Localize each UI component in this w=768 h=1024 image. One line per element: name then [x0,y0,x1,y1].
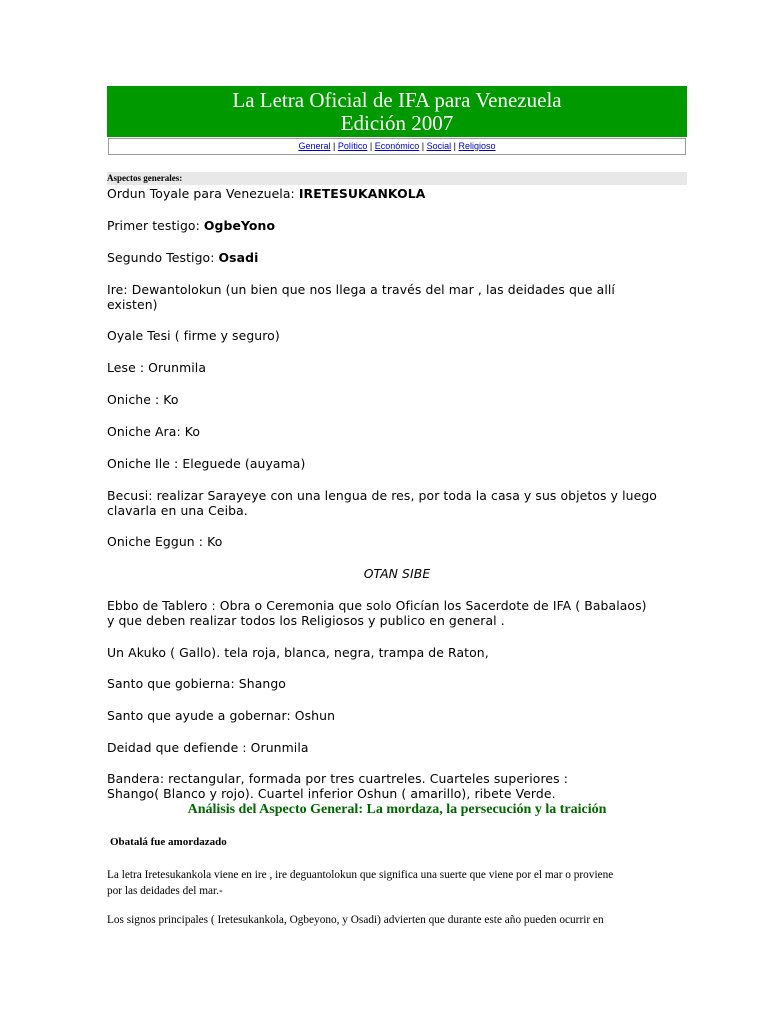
paragraph-oniche: Oniche : Ko [107,392,179,407]
paragraph-primer-testigo: Primer testigo: OgbeYono [107,218,276,233]
section-header: Aspectos generales: [107,172,687,185]
nav-separator: | [421,141,425,151]
paragraph-akuko: Un Akuko ( Gallo). tela roja, blanca, negra, trampa de Raton, [107,645,489,660]
paragraph-ordun: Ordun Toyale para Venezuela: IRETESUKANKOLA [107,186,426,201]
otan-sibe-heading: OTAN SIBE [363,566,431,581]
paragraph-ebbo: Ebbo de Tablero : Obra o Ceremonia que solo Oficían los Sacerdote de IFA ( Babalaos) y que deben realizar todos los Religiosos y publico en general . [107,598,647,628]
page-title: La Letra Oficial de IFA para Venezuela [232,88,562,112]
analysis-paragraph-1: La letra Iretesukankola viene en ire , ire deguantolokun que significa una suerte que viene por el mar o proviene por las deidades del mar.- [107,869,614,897]
paragraph-santo-gobierna: Santo que gobierna: Shango [107,676,286,691]
nav-link-social[interactable]: Social [426,141,452,151]
nav-link-politico[interactable]: Político [337,141,368,151]
title-banner [107,86,687,137]
paragraph-becusi: Becusi: realizar Sarayeye con una lengua de res, por toda la casa y sus objetos y luego clavarla en una Ceiba. [107,488,657,518]
paragraph-bandera: Bandera: rectangular, formada por tres cuartreles. Cuarteles superiores : Shango( Blanco y rojo). Cuartel inferior Oshun ( amarillo), ribete Verde. [107,771,568,801]
nav-link-general[interactable]: General [298,141,331,151]
nav-separator: | [369,141,373,151]
paragraph-ire: Ire: Dewantolokun (un bien que nos llega a través del mar , las deidades que allí existen) [107,282,615,312]
paragraph-lese: Lese : Orunmila [107,360,207,375]
paragraph-oyale: Oyale Tesi ( firme y seguro) [107,328,280,343]
nav-separator: | [332,141,336,151]
paragraph-oniche-ile: Oniche Ile : Eleguede (auyama) [107,456,306,471]
paragraph-santo-ayude: Santo que ayude a gobernar: Oshun [107,708,336,723]
paragraph-oniche-ara: Oniche Ara: Ko [107,424,201,439]
paragraph-deidad: Deidad que defiende : Orunmila [107,740,309,755]
analysis-title: Análisis del Aspecto General: La mordaza, la persecución y la traición [187,802,607,817]
analysis-subhead: Obatalá fue amordazado [110,836,227,848]
paragraph-segundo-testigo: Segundo Testigo: Osadi [107,250,259,265]
section-nav [108,138,686,155]
paragraph-oniche-eggun: Oniche Eggun : Ko [107,534,223,549]
nav-link-economico[interactable]: Económico [374,141,420,151]
page-subtitle: Edición 2007 [340,111,454,135]
nav-separator: | [453,141,457,151]
nav-link-religioso[interactable]: Religioso [458,141,496,151]
analysis-paragraph-2: Los signos principales ( Iretesukankola, Ogbeyono, y Osadi) advierten que durante este año pueden ocurrir en [107,914,604,926]
